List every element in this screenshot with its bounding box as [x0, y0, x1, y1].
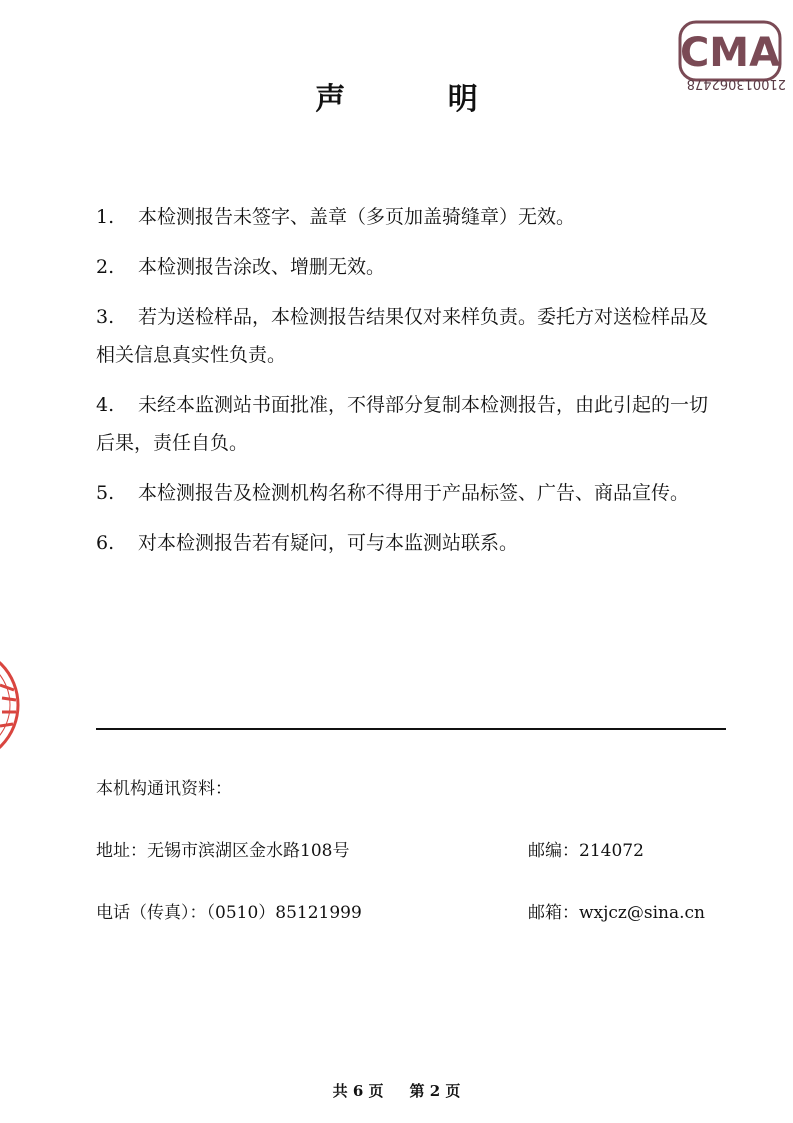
clause-text: 本检测报告未签字、盖章（多页加盖骑缝章）无效。: [138, 206, 576, 228]
clause-item: [96, 248, 726, 286]
clause-text: 若为送检样品，本检测报告结果仅对来样负责。委托方对送检样品及相关信息真实性负责。: [96, 306, 709, 366]
clause-item: [96, 524, 726, 562]
clause-number: 2.: [96, 256, 115, 278]
contact-postcode: 邮编：214072: [528, 841, 644, 861]
page-total: 共 6 页: [332, 1082, 384, 1100]
clause-list: [96, 198, 726, 574]
clause-number: 4.: [96, 394, 115, 416]
page-title: 声 明: [315, 82, 524, 117]
clause-item: [96, 298, 726, 374]
contact-email: 邮箱：wxjcz@sina.cn: [528, 903, 706, 923]
clause-number: 1.: [96, 206, 115, 228]
cma-code: 210013062478: [686, 76, 786, 91]
contact-heading: 本机构通讯资料：: [96, 779, 232, 799]
clause-number: 6.: [96, 532, 115, 554]
section-divider: [96, 728, 726, 730]
clause-item: [96, 386, 726, 462]
clause-text: 对本检测报告若有疑问，可与本监测站联系。: [138, 532, 519, 554]
clause-item: [96, 198, 726, 236]
red-seal-fragment: [0, 640, 30, 770]
contact-phone: 电话（传真）：（0510）85121999: [96, 903, 362, 923]
clause-number: 5.: [96, 482, 115, 504]
svg-text:CMA: CMA: [679, 30, 781, 76]
clause-text: 本检测报告及检测机构名称不得用于产品标签、广告、商品宣传。: [138, 482, 690, 504]
clause-text: 本检测报告涂改、增删无效。: [138, 256, 386, 278]
page-footer: [0, 1080, 793, 1101]
contact-address: 地址：无锡市滨湖区金水路108号: [96, 841, 350, 861]
contact-row-phone: [96, 898, 726, 923]
clause-item: [96, 474, 726, 512]
page-number: 第 2 页: [409, 1082, 461, 1100]
contact-row-address: [96, 836, 726, 861]
clause-text: 未经本监测站书面批准，不得部分复制本检测报告，由此引起的一切后果，责任自负。: [96, 394, 709, 454]
clause-number: 3.: [96, 306, 115, 328]
